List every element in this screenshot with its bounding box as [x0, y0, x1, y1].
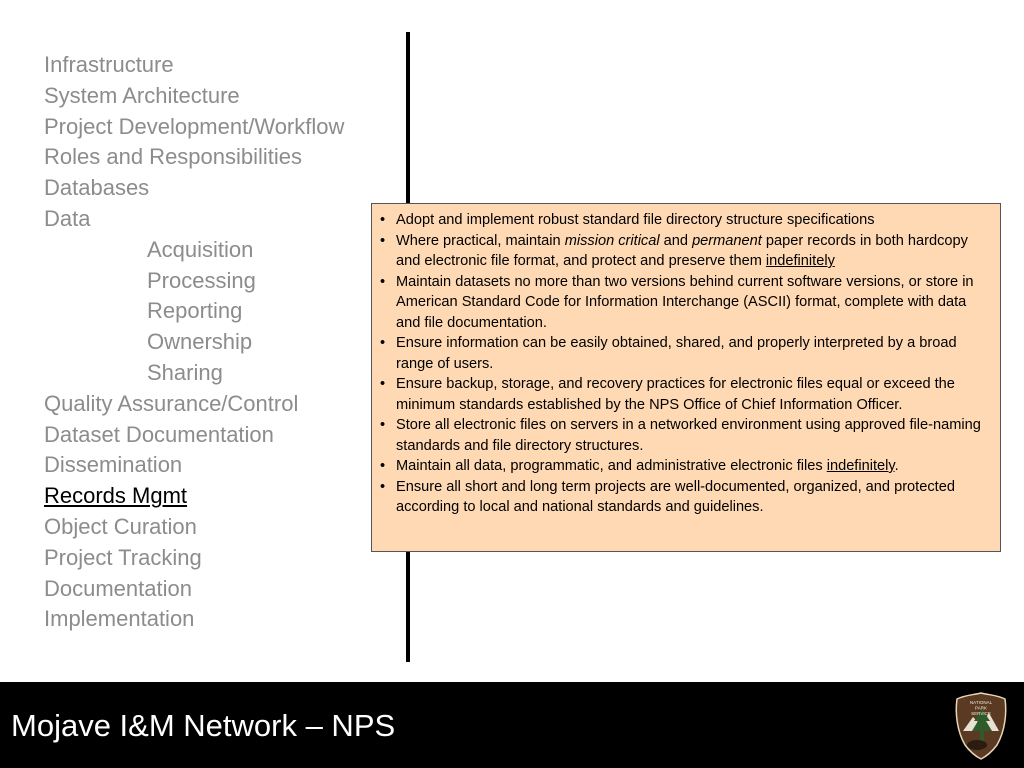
nav-item-roles-and-responsibilities[interactable]: Roles and Responsibilities	[44, 144, 303, 170]
nav-item-infrastructure[interactable]: Infrastructure	[44, 52, 174, 77]
nav-item-databases[interactable]: Databases	[44, 175, 150, 201]
bullet-marker: •	[380, 273, 386, 290]
callout-text: and	[659, 232, 693, 249]
nav-item-project-tracking[interactable]: Project Tracking	[44, 544, 202, 570]
nav-item-data[interactable]: Data	[44, 205, 91, 231]
bullet-marker: •	[380, 335, 386, 351]
records-management-callout	[371, 203, 1001, 552]
logo-text-line-1: NATIONAL	[969, 700, 993, 705]
callout-bullet-item	[379, 231, 990, 272]
nav-item-documentation[interactable]: Documentation	[44, 575, 192, 601]
callout-text-italic: permanent	[692, 232, 762, 249]
callout-bullet-list	[379, 210, 990, 518]
callout-text: Ensure information can be easily obtained, shared, and properly interpreted by a broad range of users.	[396, 335, 957, 372]
callout-text: Maintain all data, programmatic, and administrative electronic files	[396, 458, 827, 474]
bullet-marker: •	[380, 212, 386, 228]
callout-text: Store all electronic files on servers in a networked environment using approved file-naming standards and file directory structures.	[396, 417, 981, 454]
bullet-marker: •	[380, 417, 386, 433]
nav-item-dataset-documentation[interactable]: Dataset Documentation	[44, 421, 274, 447]
callout-text-italic: mission critical	[564, 232, 660, 249]
nav-item-dissemination[interactable]: Dissemination	[44, 452, 183, 478]
callout-text: .	[894, 458, 899, 474]
nav-item-implementation[interactable]: Implementation	[44, 606, 195, 632]
bullet-marker: •	[380, 376, 386, 392]
nav-item-ownership[interactable]: Ownership	[147, 329, 253, 355]
nav-item-acquisition[interactable]: Acquisition	[147, 236, 254, 262]
callout-bullet-item	[379, 374, 990, 415]
callout-text: Where practical, maintain	[396, 232, 565, 249]
bullet-marker: •	[380, 232, 386, 249]
callout-text-underline: indefinitely	[826, 458, 895, 474]
callout-bullet-item	[379, 415, 990, 456]
nav-item-records-mgmt[interactable]: Records Mgmt	[44, 483, 188, 509]
bullet-marker: •	[380, 478, 386, 495]
callout-bullet-item	[379, 477, 990, 518]
callout-text: Maintain datasets no more than two versions behind current software versions, or store in American Standard Code for Information Interchange (ASCII) format, complete with data and file documentation.	[396, 273, 974, 331]
topic-nav	[44, 50, 344, 635]
footer-title: Mojave I&M Network – NPS	[11, 708, 396, 743]
callout-bullet-item	[379, 272, 990, 334]
nps-arrowhead-icon	[953, 691, 1009, 761]
logo-text-line-2: PARK	[975, 705, 987, 711]
nav-item-project-development-workflow[interactable]: Project Development/Workflow	[44, 113, 345, 139]
callout-text-underline: indefinitely	[765, 253, 835, 269]
callout-bullet-item	[379, 210, 990, 231]
nav-item-sharing[interactable]: Sharing	[147, 359, 223, 385]
callout-text: Ensure backup, storage, and recovery practices for electronic files equal or exceed the minimum standards established by the NPS Office of Chief Information Officer.	[396, 376, 955, 413]
callout-bullet-item	[379, 456, 990, 477]
callout-bullet-item	[379, 333, 990, 374]
footer-bar	[0, 682, 1024, 768]
callout-text: paper records in both hardcopy and electronic file format, and protect and preserve them	[396, 232, 968, 269]
nav-item-reporting[interactable]: Reporting	[147, 298, 243, 324]
nav-item-system-architecture[interactable]: System Architecture	[44, 82, 240, 108]
bullet-marker: •	[380, 458, 386, 474]
nav-item-processing[interactable]: Processing	[147, 267, 256, 293]
nav-item-object-curation[interactable]: Object Curation	[44, 513, 197, 539]
callout-text: Adopt and implement robust standard file directory structure specifications	[396, 212, 875, 228]
callout-text: Ensure all short and long term projects are well-documented, organized, and protected according to local and national standards and guidelines.	[396, 478, 955, 515]
nav-item-quality-assurance-control[interactable]: Quality Assurance/Control	[44, 390, 299, 416]
logo-text-line-3: SERVICE	[971, 711, 991, 716]
